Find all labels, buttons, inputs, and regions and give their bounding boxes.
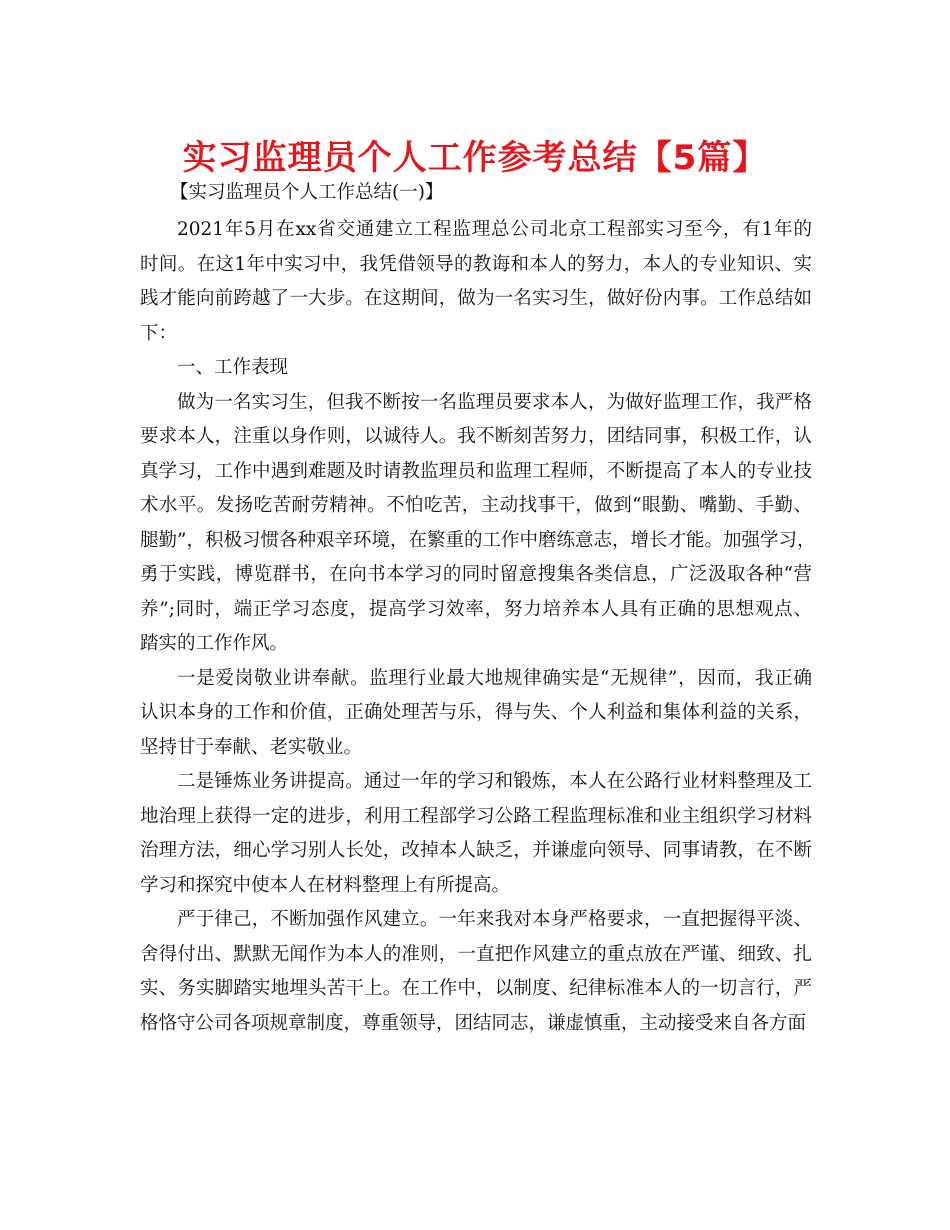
paragraph-line: 实、务实脚踏实地埋头苦干上。在工作中，以制度、纪律标准本人的一切言行，严 — [140, 978, 812, 999]
paragraph-line: 坚持甘于奉献、老实敬业。 — [140, 736, 363, 758]
paragraph — [140, 662, 812, 766]
document-title: 实习监理员个人工作参考总结【5篇】 — [182, 138, 768, 178]
paragraph-line: 真学习，工作中遇到难题及时请教监理员和监理工程师，不断提高了本人的专业技 — [140, 460, 812, 482]
paragraph — [140, 903, 812, 1041]
paragraph-line: 养”;同时，端正学习态度，提高学习效率，努力培养本人具有正确的思想观点、 — [140, 598, 812, 620]
paragraph-line: 术水平。发扬吃苦耐劳精神。不怕吃苦，主动找事干，做到“眼勤、嘴勤、手勤、 — [140, 495, 812, 516]
paragraph-line: 时间。在这1年中实习中，我凭借领导的教诲和本人的努力，本人的专业知识、实 — [140, 253, 812, 275]
paragraph-line: 踏实的工作作风。 — [140, 633, 289, 654]
paragraph-line: 腿勤”，积极习惯各种艰辛环境，在繁重的工作中磨练意志，增长才能。加强学习， — [140, 529, 816, 551]
paragraph-line: 地治理上获得一定的进步，利用工程部学习公路工程监理标准和业主组织学习材料 — [140, 805, 812, 827]
paragraph — [140, 386, 816, 662]
paragraph-line: 一、工作表现 — [177, 357, 289, 378]
paragraph — [140, 765, 812, 903]
paragraph-line: 做为一名实习生，但我不断按一名监理员要求本人，为做好监理工作，我严格 — [177, 391, 812, 413]
paragraph-line: 二是锤炼业务讲提高。通过一年的学习和锻炼，本人在公路行业材料整理及工 — [177, 771, 812, 792]
paragraph-line: 学习和探究中使本人在材料整理上有所提高。 — [140, 874, 511, 896]
document-body — [140, 213, 816, 1041]
paragraph-line: 践才能向前跨越了一大步。在这期间，做为一名实习生，做好份内事。工作总结如 — [140, 288, 812, 309]
paragraph-line: 舍得付出、默默无闻作为本人的准则，一直把作风建立的重点放在严谨、细致、扎 — [140, 943, 812, 965]
paragraph-line: 治理方法，细心学习别人长处，改掉本人缺乏，并谦虚向领导、同事请教，在不断 — [140, 840, 812, 861]
section-subtitle: 【实习监理员个人工作总结(一)】 — [170, 182, 444, 203]
paragraph-line: 格恪守公司各项规章制度，尊重领导，团结同志，谦虚慎重，主动接受来自各方面 — [140, 1012, 807, 1034]
paragraph-line: 认识本身的工作和价值，正确处理苦与乐，得与失、个人利益和集体利益的关系， — [140, 702, 812, 723]
paragraph-line: 下： — [140, 322, 178, 344]
paragraph-line: 勇于实践，博览群书，在向书本学习的同时留意搜集各类信息，广泛汲取各种“营 — [140, 564, 812, 585]
paragraph-line: 一是爱岗敬业讲奉献。监理行业最大地规律确实是“无规律”，因而，我正确 — [177, 667, 812, 689]
paragraph-line: 要求本人，注重以身作则，以诚待人。我不断刻苦努力，团结同事，积极工作，认 — [140, 426, 812, 447]
paragraph — [140, 213, 812, 351]
paragraph — [140, 351, 812, 386]
paragraph-line: 2021年5月在xx省交通建立工程监理总公司北京工程部实习至今，有1年的 — [177, 219, 812, 240]
paragraph-line: 严于律己，不断加强作风建立。一年来我对本身严格要求，一直把握得平淡、 — [177, 909, 812, 930]
